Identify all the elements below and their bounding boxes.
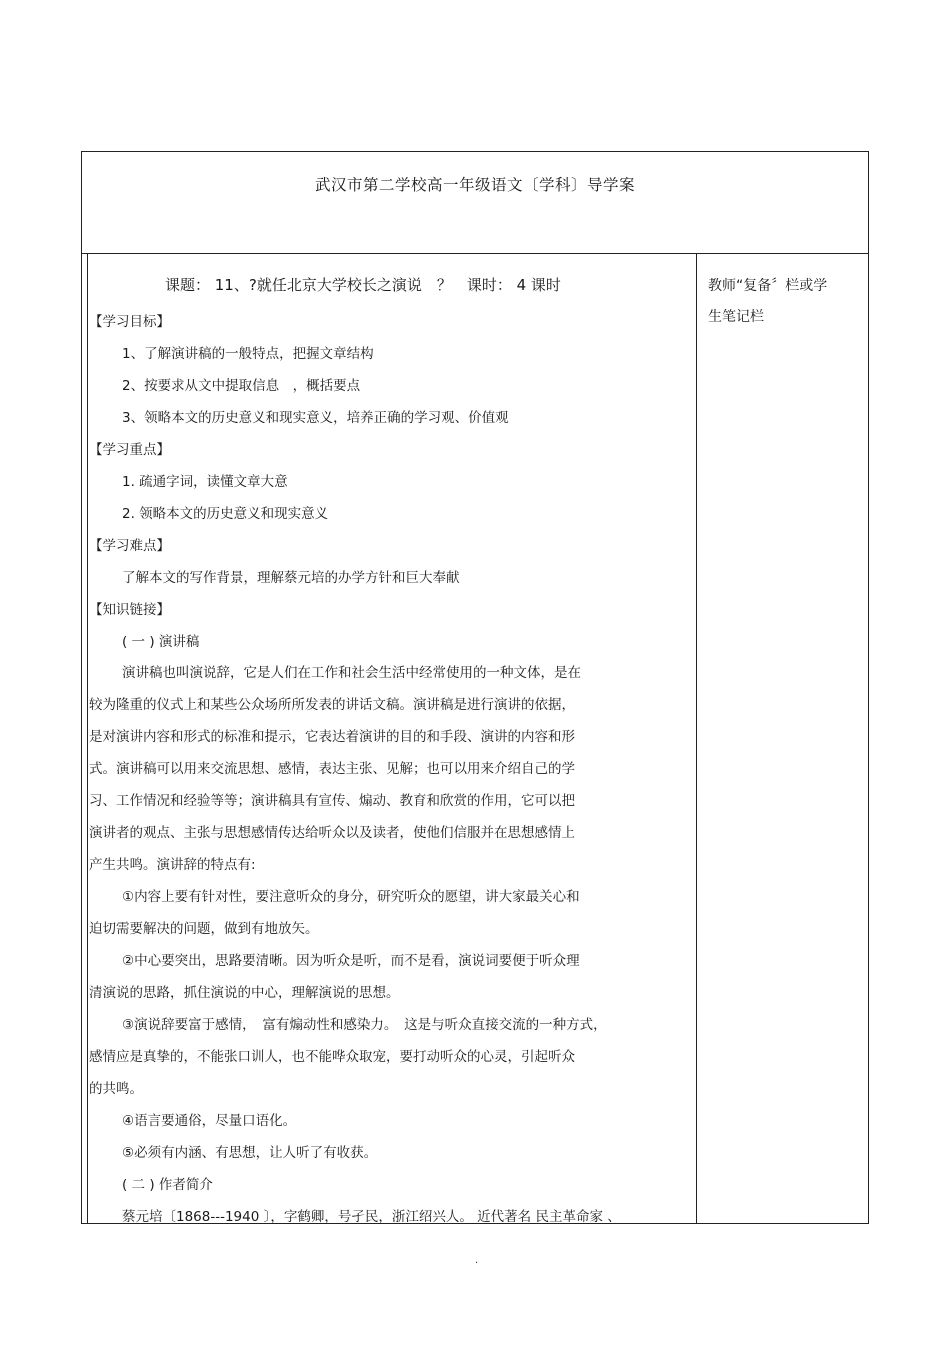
body-line: 式。演讲稿可以用来交流思想、感情，表达主张、见解；也可以用来介绍自己的学: [89, 761, 575, 777]
column-divider: [696, 254, 697, 1223]
body-line: 【学习目标】: [89, 314, 170, 330]
body-line: 了解本文的写作背景，理解蔡元培的办学方针和巨大奉献: [122, 570, 460, 586]
body-line: 【学习难点】: [89, 538, 170, 554]
main-content-column: [89, 254, 693, 1223]
side-note-line-1: 教师“复备〞栏或学: [708, 278, 828, 294]
body-line: ( 一 ) 演讲稿: [122, 634, 200, 650]
course-title-line: 课题： 11、?就任北京大学校长之演说 ？ 课时： 4 课时: [165, 276, 561, 294]
body-line: 产生共鸣。演讲辞的特点有:: [89, 857, 256, 873]
body-line: 迫切需要解决的问题，做到有地放矢。: [89, 921, 319, 937]
body-line: 清演说的思路，抓住演说的中心，理解演说的思想。: [89, 985, 400, 1001]
body-line: 【知识链接】: [89, 602, 170, 618]
body-line: 2、按要求从文中提取信息 ，概括要点: [122, 378, 361, 394]
side-note-line-2: 生笔记栏: [708, 309, 764, 325]
notes-column: [708, 254, 858, 1223]
page-title: 武汉市第二学校高一年级语文〔学科〕导学案: [314, 176, 635, 194]
body-line: 【学习重点】: [89, 442, 170, 458]
body-line: ②中心要突出，思路要清晰。因为听众是听，而不是看，演说词要便于听众理: [122, 953, 580, 969]
body-line: 较为隆重的仪式上和某些公众场所所发表的讲话文稿。演讲稿是进行演讲的依据，: [89, 697, 575, 713]
body-line: ③演说辞要富于感情， 富有煽动性和感染力。 这是与听众直接交流的一种方式，: [122, 1017, 607, 1033]
body-line: ①内容上要有针对性，要注意听众的身分，研究听众的愿望，讲大家最关心和: [122, 889, 580, 905]
body-line: 1、了解演讲稿的一般特点，把握文章结构: [122, 346, 374, 362]
body-line: 感情应是真挚的，不能张口训人，也不能哗众取宠，要打动听众的心灵，引起听众: [89, 1049, 575, 1065]
body-line: 习、工作情况和经验等等；演讲稿具有宣传、煽动、教育和欣赏的作用，它可以把: [89, 793, 575, 809]
document-table: [81, 151, 869, 1224]
inner-left-rule: [87, 254, 88, 1223]
body-line: 的共鸣。: [89, 1081, 143, 1097]
footer-mark: .: [475, 1255, 479, 1266]
body-line: 蔡元培〔1868---1940 〕，字鹤卿，号孑民，浙江绍兴人。 近代著名 民主革命家 、: [122, 1209, 621, 1225]
title-row: [82, 152, 868, 254]
body-line: ④语言要通俗，尽量口语化。: [122, 1113, 297, 1129]
body-line: 1. 疏通字词，读懂文章大意: [122, 474, 288, 490]
body-line: 2. 领略本文的历史意义和现实意义: [122, 506, 329, 522]
body-line: 是对演讲内容和形式的标准和提示，它表达着演讲的目的和手段、演讲的内容和形: [89, 729, 575, 745]
body-line: 3、领略本文的历史意义和现实意义，培养正确的学习观、价值观: [122, 410, 509, 426]
body-line: 演讲稿也叫演说辞，它是人们在工作和社会生活中经常使用的一种文体，是在: [122, 665, 581, 681]
body-line: 演讲者的观点、主张与思想感情传达给听众以及读者，使他们信服并在思想感情上: [89, 825, 575, 841]
body-line: ( 二 ) 作者简介: [122, 1177, 213, 1193]
body-line: ⑤必须有内涵、有思想，让人听了有收获。: [122, 1145, 378, 1161]
